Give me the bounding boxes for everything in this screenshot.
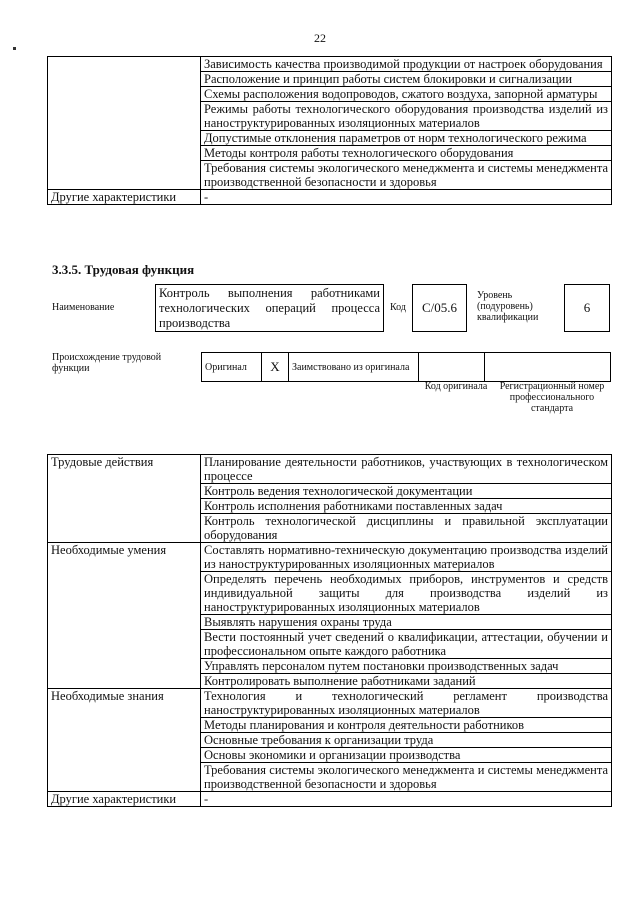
table-cell: Зависимость качества производимой продукции от настроек оборудования: [201, 57, 612, 72]
group-label: Необходимые умения: [48, 543, 201, 689]
original-mark: X: [262, 353, 289, 382]
original-label: Оригинал: [202, 353, 262, 382]
page-number: 22: [314, 31, 326, 45]
level-label: Уровень (подуровень) квалификации: [477, 290, 539, 323]
section-title: 3.3.5. Трудовая функция: [52, 262, 195, 277]
reg-caption: Регистрационный номер профессионального стандарта: [499, 381, 605, 414]
registration-number-cell: [485, 353, 611, 382]
label-cell: [48, 57, 201, 190]
table-row: [202, 353, 611, 382]
other-value: -: [201, 190, 612, 205]
table-cell: Расположение и принцип работы систем блокировки и сигнализации: [201, 72, 612, 87]
origin-label: Происхождение трудовой функции: [52, 352, 162, 374]
table-cell: Контроль исполнения работниками поставленных задач: [201, 499, 612, 514]
table-cell: Планирование деятельности работников, участвующих в технологическом процессе: [201, 455, 612, 484]
group-label: Трудовые действия: [48, 455, 201, 543]
table-cell: Схемы расположения водопроводов, сжатого воздуха, запорной арматуры: [201, 87, 612, 102]
table-cell: Определять перечень необходимых приборов, инструментов и средств индивидуальной защиты для производства изделий из наноструктурированных изоляционных материалов: [201, 572, 612, 615]
table-cell: Управлять персоналом путем постановки производственных задач: [201, 659, 612, 674]
table-cell: Составлять нормативно-техническую документацию производства изделий из наноструктурированных изоляционных материалов: [201, 543, 612, 572]
code-label: Код: [390, 302, 406, 313]
table-cell: Режимы работы технологического оборудования производства изделий из наноструктурированных изоляционных материалов: [201, 102, 612, 131]
table-cell: Контроль ведения технологической документации: [201, 484, 612, 499]
table-cell: Методы планирования и контроля деятельности работников: [201, 718, 612, 733]
table-cell: Вести постоянный учет сведений о квалификации, аттестации, обучении и профессиональном опыте каждого работника: [201, 630, 612, 659]
table-row: [48, 455, 612, 484]
table-cell: Методы контроля работы технологического оборудования: [201, 146, 612, 161]
qualification-level: 6: [564, 284, 610, 332]
table-cell: Требования системы экологического менеджмента и системы менеджмента производственной безопасности и здоровья: [201, 763, 612, 792]
original-code-cell: [419, 353, 485, 382]
borrowed-label: Заимствовано из оригинала: [289, 353, 419, 382]
other-value: -: [201, 792, 612, 807]
table-cell: Выявлять нарушения охраны труда: [201, 615, 612, 630]
table-cell: Основы экономики и организации производства: [201, 748, 612, 763]
other-label: Другие характеристики: [48, 792, 201, 807]
main-table: [47, 454, 612, 807]
table-cell: Требования системы экологического менеджмента и системы менеджмента производственной безопасности и здоровья: [201, 161, 612, 190]
table-cell: Допустимые отклонения параметров от норм технологического режима: [201, 131, 612, 146]
table-cell: Контроль технологической дисциплины и правильной эксплуатации оборудования: [201, 514, 612, 543]
table-row: [48, 190, 612, 205]
table-cell: Технология и технологический регламент производства наноструктурированных изоляционных материалов: [201, 689, 612, 718]
binding-mark: [13, 47, 16, 50]
code-caption: Код оригинала: [424, 381, 488, 392]
group-label: Необходимые знания: [48, 689, 201, 792]
table-cell: Основные требования к организации труда: [201, 733, 612, 748]
function-code: C/05.6: [412, 284, 467, 332]
table-row: [48, 543, 612, 572]
other-label: Другие характеристики: [48, 190, 201, 205]
name-label: Наименование: [52, 302, 115, 313]
table-row: [48, 689, 612, 718]
origin-table: [201, 352, 611, 382]
table-row: [48, 792, 612, 807]
top-table: [47, 56, 612, 205]
table-row: [48, 57, 612, 72]
function-name: Контроль выполнения работниками технологических операций процесса производства: [155, 284, 384, 332]
table-cell: Контролировать выполнение работниками заданий: [201, 674, 612, 689]
